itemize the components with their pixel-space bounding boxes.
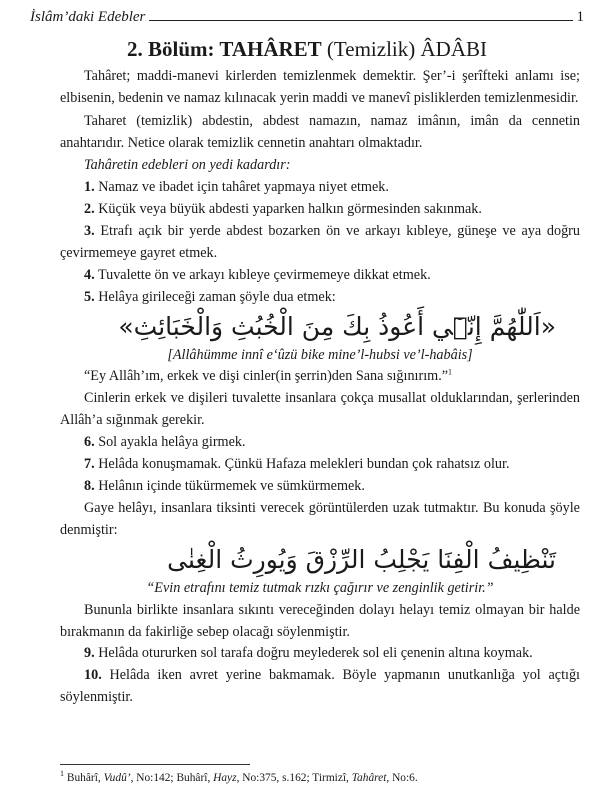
list-item bbox=[60, 665, 580, 709]
footnote-ref: 1 bbox=[448, 367, 453, 377]
paragraph-jinn: Cinlerin erkek ve dişileri tuvalette insanlara çokça musallat olduklarından, şerlerinden Allâh’a sığınmak gerekir. bbox=[60, 390, 580, 429]
body-text bbox=[60, 66, 580, 709]
chapter-tail: ÂDÂBI bbox=[420, 37, 487, 61]
header-rule bbox=[149, 20, 572, 21]
item-text: Küçük veya büyük abdesti yaparken halkın görmesinden sakınmak. bbox=[98, 201, 482, 218]
saying-meaning: “Evin etrafını temiz tutmak rızkı çağırır ve zenginlik getirir.” bbox=[146, 579, 494, 596]
chapter-title bbox=[0, 36, 614, 62]
item-text: Helâya girileceği zaman şöyle dua etmek: bbox=[98, 288, 336, 305]
dua-meaning-text: “Ey Allâh’ım, erkek ve dişi cinler(in şerrin)den Sana sığınırım.” bbox=[84, 368, 449, 385]
item-number: 5. bbox=[84, 288, 95, 305]
item-number: 9. bbox=[84, 645, 95, 662]
item-text: Sol ayakla helâya girmek. bbox=[98, 434, 246, 451]
paragraph-intro: Tahâretin edebleri on yedi kadardır: bbox=[84, 157, 291, 174]
list-item bbox=[60, 476, 580, 498]
footnote-source: Hayz bbox=[213, 772, 237, 784]
list-item bbox=[60, 177, 580, 199]
footnote bbox=[60, 771, 580, 786]
item-number: 4. bbox=[84, 266, 95, 283]
footnote-source: Tahâret bbox=[351, 772, 387, 784]
list-item bbox=[60, 199, 580, 221]
paragraph-key: Taharet (temizlik) abdestin, abdest namazın, namaz imânın, imân da cennetin anahtarıdır. Netice olarak temizlik cennetin anahtarı olmaktadır. bbox=[60, 112, 580, 151]
chapter-paren: (Temizlik) bbox=[326, 37, 416, 61]
list-item bbox=[60, 432, 580, 454]
item-number: 7. bbox=[84, 456, 95, 473]
footnote-text: , No:142; Buhârî, bbox=[130, 772, 214, 784]
footnote-text: Buhârî, bbox=[66, 772, 104, 784]
footnote-text: , No:375, s.162; Tirmizî, bbox=[236, 772, 352, 784]
item-text: Helânın içinde tükürmemek ve sümkürmemek. bbox=[98, 478, 365, 494]
footnote-divider bbox=[60, 764, 250, 765]
item-text: Etrafı açık bir yerde abdest bozarken ön ve arkayı kıbleye, güneşe ve aya doğru çevirmemeye gayret etmek. bbox=[60, 222, 580, 261]
running-header bbox=[30, 4, 584, 26]
arabic-dua: «اَللّٰهُمَّ إِنّ۪ٓي أَعُوذُ بِكَ مِنَ الْخُبُثِ وَالْخَبَائِثِ» bbox=[118, 311, 556, 341]
footnote-source: Vudû’ bbox=[103, 772, 131, 784]
item-number: 3. bbox=[84, 222, 95, 239]
list-item bbox=[60, 221, 580, 265]
list-item bbox=[60, 287, 580, 309]
item-number: 8. bbox=[84, 478, 95, 494]
arabic-saying: تَنْظِيفُ الْفِنَا يَجْلِبُ الرِّزْقَ وَيُورِثُ الْغِنٰى bbox=[167, 544, 556, 574]
page-number: 1 bbox=[576, 9, 584, 25]
item-number: 2. bbox=[84, 201, 95, 218]
dua-transliteration: [Allâhümme innî e‘ûzü bike mine’l-hubsi ve’l-habâis] bbox=[167, 346, 473, 363]
paragraph-aim: Gaye helâyı, insanlara tiksinti verecek görüntülerden uzak tutmaktır. Bu konuda şöyle denmiştir: bbox=[60, 499, 580, 538]
item-text: Helâda konuşmamak. Çünkü Hafaza melekleri bundan çok rahatsız olur. bbox=[98, 456, 510, 473]
book-title: İslâm’daki Edebler bbox=[30, 9, 146, 25]
item-text: Namaz ve ibadet için tahâret yapmaya niyet etmek. bbox=[98, 179, 389, 196]
chapter-label: 2. Bölüm: TAHÂRET bbox=[127, 37, 322, 61]
item-text: Tuvalette ön ve arkayı kıbleye çevirmemeye dikkat etmek. bbox=[97, 266, 431, 283]
item-text: Helâda otururken sol tarafa doğru meylederek sol eli çenenin altına koymak. bbox=[98, 645, 533, 662]
paragraph-definition: Tahâret; maddi-manevi kirlerden temizlenmek demektir. Şer’-i şerîfteki anlamı ise; elbisenin, bedenin ve namaz kılınacak yerin maddi ve manevî pisliklerden temizlenmesidir. bbox=[60, 68, 580, 106]
item-number: 10. bbox=[84, 667, 102, 684]
item-number: 6. bbox=[84, 434, 95, 451]
list-item bbox=[60, 643, 580, 665]
list-item bbox=[60, 265, 580, 287]
dua-meaning bbox=[60, 366, 580, 388]
item-number: 1. bbox=[84, 179, 95, 196]
footnote-marker: 1 bbox=[60, 769, 64, 779]
list-item bbox=[60, 454, 580, 476]
paragraph-poverty: Bununla birlikte insanlara sıkıntı vereceğinden dolayı helayı temiz olmayan bir halde bırakmanın da fakirliğe sebep olacağı söylenmiştir. bbox=[60, 601, 580, 640]
item-text: Helâda iken avret yerine bakmamak. Böyle yapmanın unutkanlığa yol açtığı söylenmiştir. bbox=[60, 667, 580, 706]
footnote-text: , No:6. bbox=[386, 772, 418, 784]
